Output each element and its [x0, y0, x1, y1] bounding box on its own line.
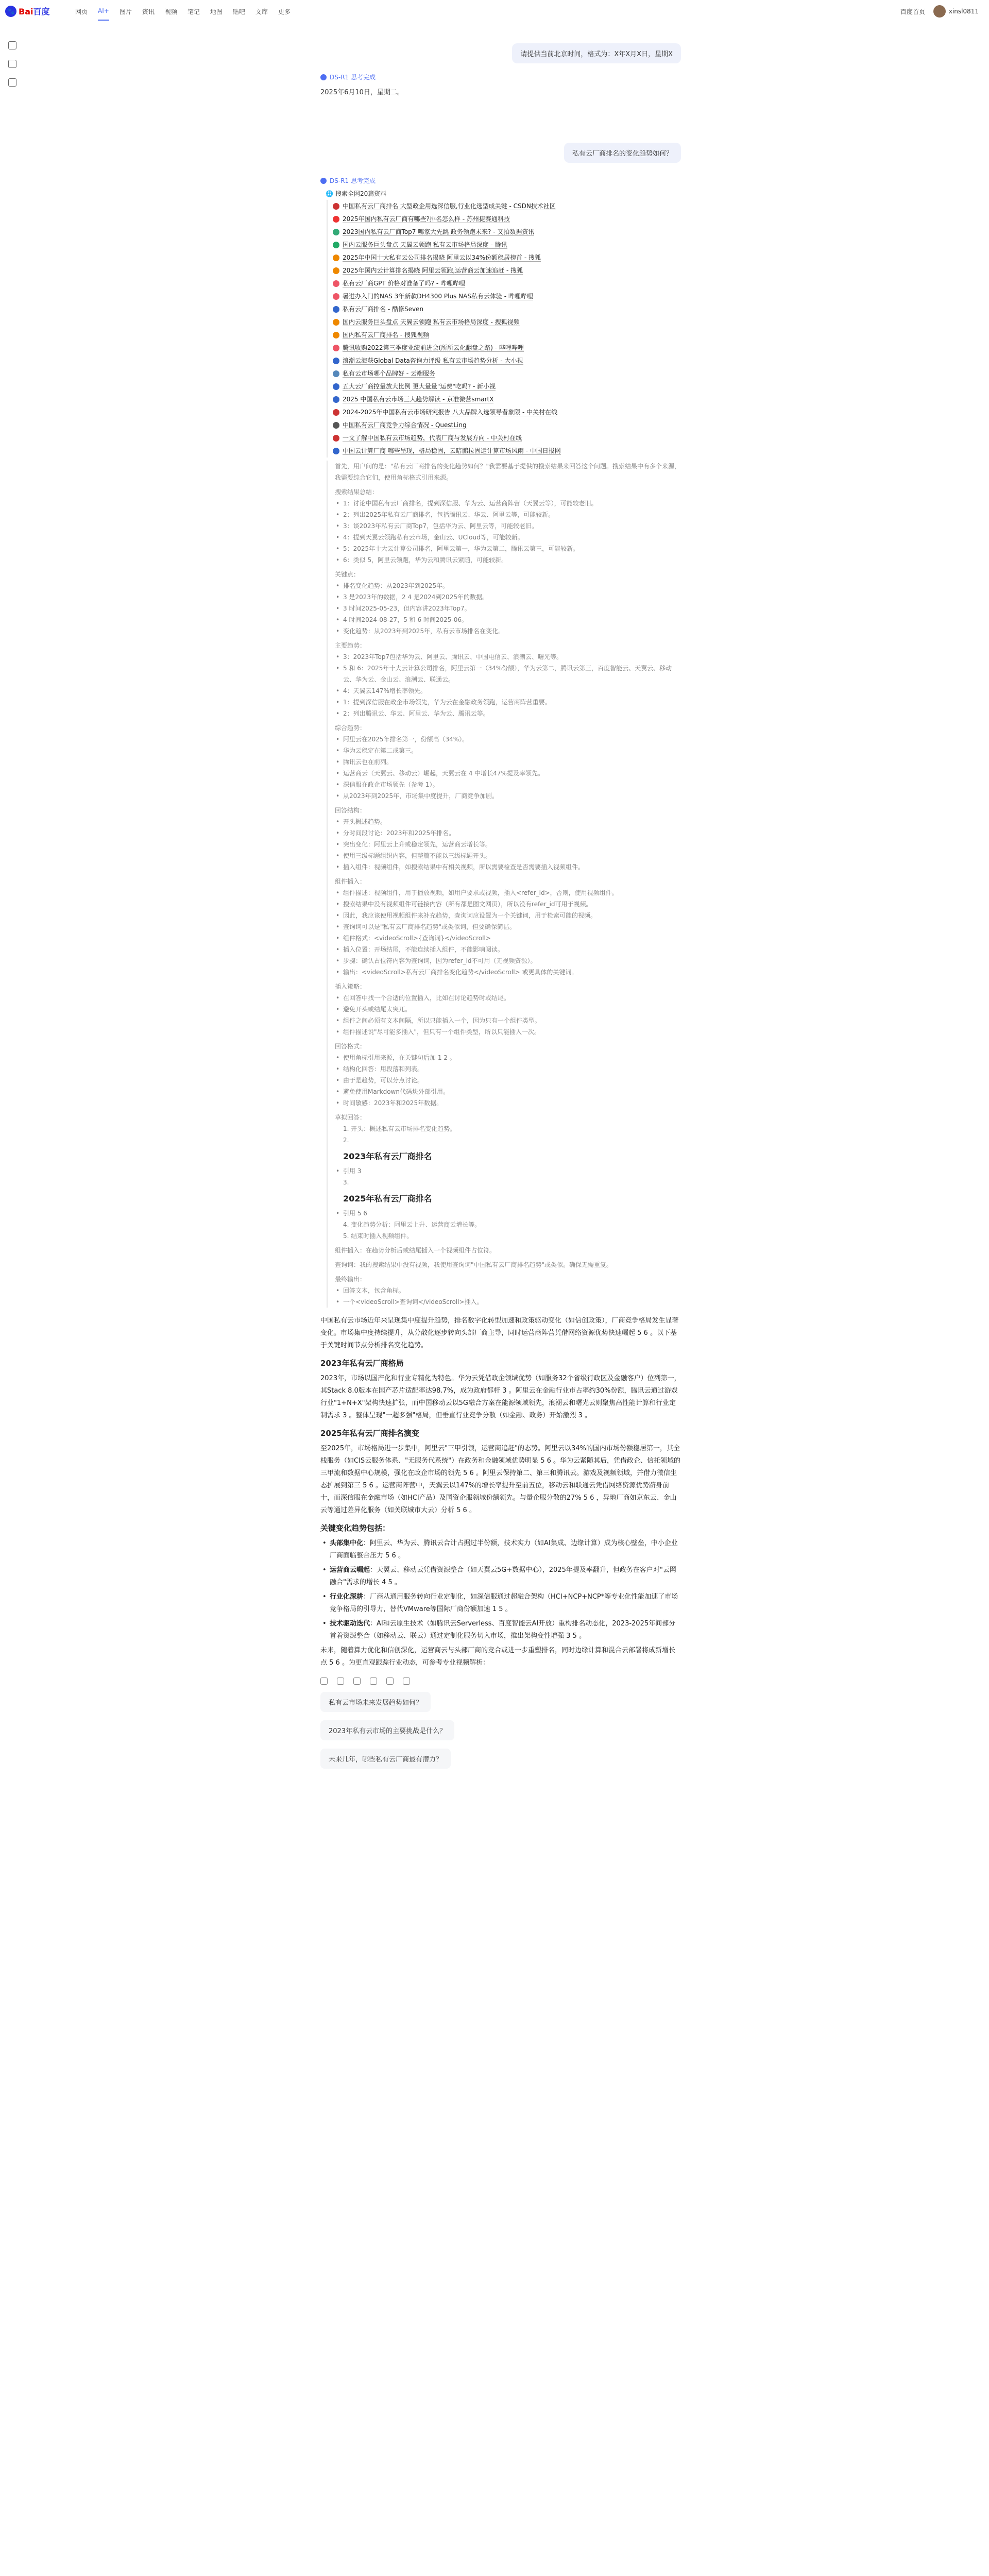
thinking-line: • 引用 5 6 [335, 1208, 681, 1219]
suggested-question[interactable]: 未来几年，哪些私有云厂商最有潜力？ [320, 1749, 451, 1769]
thinking-line: • 插入组件：视频组件，如搜索结果中有相关视频，所以需要检查是否需要插入视频组件。 [335, 861, 681, 873]
site-favicon-icon [333, 345, 339, 351]
thinking-line: • 组件描述说"尽可能多插入"，但只有一个组件类型，所以只能插入一次。 [335, 1026, 681, 1038]
answer-toolbar [320, 1677, 681, 1685]
thinking-line: 组件插入：在趋势分析后或结尾插入一个视频组件占位符。 [335, 1247, 496, 1254]
site-favicon-icon [333, 435, 339, 442]
thinking-line: 组件插入： [335, 878, 366, 885]
thinking-line: • 4：天翼云147%增长率领先。 [335, 685, 681, 697]
thinking-line: • 3：2023年Top7包括华为云、阿里云、腾讯云、中国电信云、浪潮云、曙光等。 [335, 651, 681, 663]
thinking-line: • 6：类似 5，阿里云领跑，华为云和腾讯云紧随，可能较新。 [335, 554, 681, 566]
thinking-process [327, 461, 681, 1308]
answer-paragraph: 至2025年，市场格局进一步集中，阿里云"三甲引领，运营商追赶"的态势。阿里云以34%的国内市场份额稳居第一，其全栈服务（如CIS云服务体系、"无服务代系统"）在政务和金融领域优势明显 5 6 。华为云紧随其后，凭借政企、信托领域的三甲流和数据中心规模，强化在政企市场的领先 5 6 。阿里云保持第二、第三和腾讯云。游戏及视频领域，并借力微信生态扩展到第三 5 6 。运营商阵营中，天翼云以147%的增长率提升至前五位，移动云和联通云凭借网络资源优势跻身前十，而深信服在金融市场（如HCI产品）及国资企服领域份额领先。与量企服分散的27% 5 6 ，异地厂商如京东云、金山云等通过差异化服务（如关联城市大云）分析 5 6 。 [320, 1445, 681, 1514]
search-sources-toggle[interactable]: 🌐 搜索全网20篇资料 [326, 190, 387, 197]
refresh-icon[interactable] [337, 1677, 344, 1685]
reference-item[interactable]: 2025年中国十大私有云公司排名揭晓 阿里云以34%份额稳居榜首 - 搜狐 [333, 251, 681, 264]
thinking-line: • 排名变化趋势：从2023年到2025年。 [335, 580, 681, 591]
thumbs-down-icon[interactable] [370, 1677, 377, 1685]
thinking-line: • 阿里云在2025年排名第一，份额高（34%）。 [335, 734, 681, 745]
thinking-line: • 运营商云（天翼云、移动云）崛起，天翼云在 4 中增长47%提及率领先。 [335, 768, 681, 779]
thinking-line: • 华为云稳定在第二或第三。 [335, 745, 681, 756]
site-favicon-icon [333, 448, 339, 454]
reference-item[interactable]: 一文了解中国私有云市场趋势，代表厂商与发展方向 - 中关村在线 [333, 432, 681, 445]
thinking-line: • 组件描述：视频组件，用于播放视频，如用户要求或视频，插入<refer_id>，否则，使用视频组件。 [335, 887, 681, 899]
site-favicon-icon [333, 332, 339, 338]
thinking-line: • 时间敏感：2023年和2025年数据。 [335, 1097, 681, 1109]
thinking-line: 草拟回答： [335, 1114, 366, 1121]
thinking-line: • 引用 3 [335, 1165, 681, 1177]
more-icon[interactable] [403, 1677, 410, 1685]
thinking-line: • 回答文本，包含角标。 [335, 1285, 681, 1296]
assistant-answer: 2025年6月10日，星期二。 [320, 89, 404, 96]
thinking-line: • 开头概述趋势。 [335, 816, 681, 827]
reference-item[interactable]: 国内云服务巨头盘点 天翼云领跑 私有云市场格局深度 - 搜狐视频 [333, 316, 681, 329]
nav-item[interactable]: 贴吧 [232, 8, 245, 15]
nav-item[interactable]: 网页 [75, 8, 88, 15]
answer-paragraph: 中国私有云市场近年来呈现集中度提升趋势，排名数字化转型加速和政策驱动变化（如信创政策），厂商竞争格局发生显著变化。市场集中度持续提升，从分散化逐步转向头部厂商主导，同时运营商阵营凭借网络资源优势快速崛起 5 6 。以下基于关键时间节点分析排名变化趋势。 [320, 1317, 679, 1349]
reference-item[interactable]: 国内私有云厂商排名 - 搜狐视频 [333, 329, 681, 342]
thinking-line: • 组件之间必须有文本间隔，所以只能插入一个，因为只有一个组件类型。 [335, 1015, 681, 1026]
reference-item[interactable]: 浪潮云海获Global Data咨询力评级 私有云市场趋势分析 - 大小视 [333, 354, 681, 367]
sparkle-icon [320, 74, 327, 80]
thinking-line: • 4 时间2024-08-27，5 和 6 时间2025-06。 [335, 614, 681, 625]
thinking-line: 首先，用户问的是："私有云厂商排名的变化趋势如何？"我需要基于提供的搜索结果来回答这个问题。搜索结果中有多个来源，我需要综合它们，使用角标格式引用来源。 [335, 463, 681, 481]
thinking-line: • 因此，我应该使用视频组件来补充趋势，查询词应设置为一个关键词，用于检索可能的视频。 [335, 910, 681, 921]
answer-paragraph: 2023年私有云厂商格局 [320, 1359, 404, 1368]
reference-item[interactable]: 五大云厂商控量放大比例 更大量量"运费"吃吗? - 新小视 [333, 380, 681, 393]
thinking-line: • 结构化回答：用段落和列表。 [335, 1063, 681, 1075]
top-right [900, 5, 979, 18]
nav-item[interactable]: 图片 [119, 8, 132, 15]
site-favicon-icon [333, 409, 339, 416]
reference-item[interactable]: 私有云市场哪个品牌好 - 云端服务 [333, 367, 681, 380]
nav-item[interactable]: AI+ [98, 7, 109, 21]
nav-item[interactable]: 更多 [278, 8, 291, 15]
nav-item[interactable]: 文库 [255, 8, 268, 15]
thinking-line: 4. 变化趋势分析：阿里云上升、运营商云增长等。 [343, 1221, 481, 1228]
cloud-icon[interactable] [8, 78, 16, 87]
baidu-logo[interactable]: 🐾 Bai百度 [5, 5, 50, 17]
left-sidebar [8, 41, 16, 87]
thinking-line: • 突出变化：阿里云上升或稳定领先，运营商云增长等。 [335, 839, 681, 850]
answer-paragraph: • 技术驱动迭代：AI和云原生技术（如腾讯云Serverless、百度智能云AI开放）重构排名动态化，2023-2025年间部分首着资源整合（如移动云、联云）通过定制化服务切入市场，推出架构变性增强 3 5 。 [320, 1618, 681, 1642]
thinking-line: • 1：提到深信服在政企市场领先，华为云在金融政务领跑，运营商阵营重要。 [335, 697, 681, 708]
thinking-line: • 腾讯云也在前列。 [335, 756, 681, 768]
thinking-line: 3. [343, 1179, 349, 1186]
reference-item[interactable]: 私有云厂商排名 - 酷修Seven [333, 303, 681, 316]
reference-item[interactable]: 2025 中国私有云市场三大趋势解读 - 京准微营smartX [333, 393, 681, 406]
paw-icon: 🐾 [5, 6, 16, 17]
site-favicon-icon [333, 306, 339, 313]
globe-icon: 🌐 [326, 190, 333, 197]
site-favicon-icon [333, 242, 339, 248]
nav-item[interactable]: 资讯 [142, 8, 155, 15]
new-chat-icon[interactable] [8, 60, 16, 68]
site-favicon-icon [333, 422, 339, 429]
suggested-question[interactable]: 私有云市场未来发展趋势如何？ [320, 1692, 431, 1712]
thinking-line: • 步骤：确认占位符内容为查询词，因为refer_id不可用（无视频资源）。 [335, 955, 681, 967]
thinking-line: • 从2023年到2025年，市场集中度提升，厂商竞争加剧。 [335, 790, 681, 802]
nav-item[interactable]: 视频 [164, 8, 177, 15]
thinking-line: • 避免使用Markdown代码块外部引用。 [335, 1086, 681, 1097]
model-status[interactable]: DS-R1 思考完成 [320, 176, 681, 185]
nav-item[interactable]: 笔记 [187, 8, 200, 15]
avatar [933, 5, 946, 18]
answer-paragraph: 关键变化趋势包括： [320, 1523, 390, 1533]
thinking-line: • 3 是2023年的数据，2 4 是2024到2025年的数据。 [335, 591, 681, 603]
site-favicon-icon [333, 255, 339, 261]
thinking-line: • 使用三级标题组织内容，但整篇不能以三级标题开头。 [335, 850, 681, 861]
thinking-line: 最终输出： [335, 1276, 366, 1283]
reference-item[interactable]: 私有云厂商GPT 价格对准备了吗? - 哔哩哔哩 [333, 277, 681, 290]
reference-item[interactable]: 2024-2025年中国私有云市场研究报告 八大品牌入选领导者象限 - 中关村在线 [333, 406, 681, 419]
site-favicon-icon [333, 319, 339, 326]
site-favicon-icon [333, 358, 339, 364]
user-message: 私有云厂商排名的变化趋势如何？ [564, 143, 681, 163]
thinking-line: • 输出：<videoScroll>私有云厂商排名变化趋势</videoScroll> 或更具体的关键词。 [335, 967, 681, 978]
thinking-line: • 3：谈2023年私有云厂商Top7，包括华为云、阿里云等，可能较老旧。 [335, 520, 681, 532]
thinking-line: • 由于是趋势，可以分点讨论。 [335, 1075, 681, 1086]
thinking-line: • 1：讨论中国私有云厂商排名，提到深信服、华为云、运营商阵营（天翼云等），可能较老旧。 [335, 498, 681, 509]
thinking-line: • 2：列出2025年私有云厂商排名，包括腾讯云、华云、阿里云等，可能较新。 [335, 509, 681, 520]
model-status[interactable]: DS-R1 思考完成 [320, 73, 681, 81]
thinking-line: 2025年私有云厂商排名 [343, 1194, 432, 1204]
thinking-line: 主要趋势： [335, 642, 366, 649]
thinking-line: • 5 和 6：2025年十大云计算公司排名，阿里云第一（34%份额），华为云第二，腾讯云第三，百度智能云、天翼云、移动云、华为云、金山云、浪潮云、联通云。 [335, 663, 681, 685]
thinking-line: • 查询词可以是"私有云厂商排名趋势"或类似词，但要确保简洁。 [335, 921, 681, 933]
thinking-line: • 搜索结果中没有视频组件可链接内容（所有都是图文网页），所以没有refer_id可用于视频。 [335, 899, 681, 910]
answer-paragraph: 2023年，市场以国产化和行业专精化为特色。华为云凭借政企领域优势（如服务32个省级行政区及金融客户）位列第一，其Stack 8.0版本在国产芯片适配率达98.7%，成为政府都杆 3 。阿里云在金融行业市占率约30%份额，腾讯云通过游戏行业"1+N+X"架构快速扩张，而中国移动云以5G融合方案在能源领域领先，浪潮云和曙光云则聚焦高性能计算和行业定制需求 3 。整体呈现"一超多强"格局，但垂直行业竞争分散（如金融、政务）开始激烈 3 。 [320, 1375, 681, 1419]
site-favicon-icon [333, 229, 339, 235]
share-icon[interactable] [386, 1677, 394, 1685]
suggestions [320, 1692, 681, 1769]
answer-paragraph: • 头部集中化：阿里云、华为云、腾讯云合计占据过半份额，技术实力（如AI集成、边缘计算）成为核心壁垒，中小企业厂商面临整合压力 5 6 。 [320, 1537, 681, 1562]
site-favicon-icon [333, 267, 339, 274]
reference-item[interactable]: 国内云服务巨头盘点 天翼云领跑 私有云市场格局深度 - 腾讯 [333, 239, 681, 251]
thinking-line: 2023年私有云厂商排名 [343, 1151, 432, 1161]
thinking-line: • 深信服在政企市场领先（参考 1）。 [335, 779, 681, 790]
site-favicon-icon [333, 370, 339, 377]
site-favicon-icon [333, 396, 339, 403]
thinking-line: • 4：提到天翼云领跑私有云市场，金山云、UCloud等，可能较新。 [335, 532, 681, 543]
thinking-line: 关键点： [335, 571, 360, 578]
reference-item[interactable]: 中国云计算厂商 哪些呈现，格局稳固，云暗鹏拉固运计算市场风雨 - 中国日报网 [333, 445, 681, 457]
user-message: 请提供当前北京时间，格式为：X年X月X日，星期X [512, 43, 681, 63]
suggested-question[interactable]: 2023年私有云市场的主要挑战是什么？ [320, 1720, 454, 1740]
thinking-line: 2. [343, 1137, 349, 1144]
site-favicon-icon [333, 383, 339, 390]
thinking-line: • 使用角标引用来源，在关键句后加 1 2 。 [335, 1052, 681, 1063]
thinking-line: • 一个<videoScroll>查询词</videoScroll>插入。 [335, 1296, 681, 1308]
answer-paragraph: 2025年私有云厂商排名演变 [320, 1429, 419, 1438]
nav-item[interactable]: 地图 [210, 8, 223, 15]
thinking-line: 插入策略： [335, 983, 366, 990]
sparkle-icon [320, 178, 327, 184]
reference-item[interactable]: 2025年国内私有云厂商有哪些?排名怎么样 - 苏州捷赛通科技 [333, 213, 681, 226]
thinking-line: 搜索结果总结： [335, 488, 379, 496]
site-favicon-icon [333, 216, 339, 223]
thinking-line: 回答结构： [335, 807, 366, 814]
thinking-line: • 插入位置：开场结尾，不能连续插入组件，不能影响阅读。 [335, 944, 681, 955]
thinking-line: • 2：列出腾讯云、华云、阿里云、华为云、腾讯云等。 [335, 708, 681, 719]
thinking-line: • 组件格式：<videoScroll>{查询词}</videoScroll> [335, 933, 681, 944]
site-favicon-icon [333, 203, 339, 210]
site-favicon-icon [333, 293, 339, 300]
thinking-line: 5. 结束时插入视频组件。 [343, 1232, 413, 1240]
thinking-line: • 分时间段讨论：2023年和2025年排名。 [335, 827, 681, 839]
answer-paragraph: • 行业化深耕：厂商从通用服务转向行业定制化，如深信服通过超融合架构（HCI+NCP+NCP*等专业化性能加速了市场竞争格局的引导力，替代VMware等国际厂商份额加速 1 5 。 [320, 1591, 681, 1616]
answer-paragraph: 未来，随着算力优化和信创深化，运营商云与头部厂商的竞合或进一步重塑排名，同时边缘计算和混合云部署将成新增长点 5 6 。为更直观跟踪行业动态，可参考专业视频解析： [320, 1647, 676, 1667]
thinking-line: • 3 时间2025-05-23，但内容讲2023年Top7。 [335, 603, 681, 614]
sidebar-toggle-icon[interactable] [8, 41, 16, 49]
site-favicon-icon [333, 280, 339, 287]
reference-item[interactable]: 暑进办入门的NAS 3年新款DH4300 Plus NAS私有云体验 - 哔哩哔哩 [333, 290, 681, 303]
thumbs-up-icon[interactable] [353, 1677, 361, 1685]
thinking-line: 查询词：我的搜索结果中没有视频，我使用查询词"中国私有云厂商排名趋势"或类似。确保无需重复。 [335, 1261, 613, 1268]
thinking-line: • 在回答中找一个合适的位置插入，比如在讨论趋势时或结尾。 [335, 992, 681, 1004]
user-menu[interactable]: xinsl0811 [933, 5, 979, 18]
answer-paragraph: • 运营商云崛起：天翼云、移动云凭借资源整合（如天翼云5G+数据中心），2025年提及率翻升，但政务在客户对"云网融合"需求的增长 4 5 。 [320, 1564, 681, 1589]
final-answer [320, 1315, 681, 1669]
copy-icon[interactable] [320, 1677, 328, 1685]
reference-list [327, 200, 681, 457]
top-bar [0, 0, 989, 23]
thinking-line: • 变化趋势：从2023年到2025年，私有云市场排名在变化。 [335, 625, 681, 637]
thinking-line: 1. 开头：概述私有云市场排名变化趋势。 [343, 1125, 456, 1132]
baidu-home-link[interactable]: 百度首页 [900, 8, 925, 15]
thinking-line: 回答格式： [335, 1043, 366, 1050]
thinking-line: 综合趋势： [335, 724, 366, 732]
chat-thread [320, 43, 681, 1769]
top-nav [75, 7, 291, 21]
reference-item[interactable]: 中国私有云厂商竞争力综合情况 - QuestLing [333, 419, 681, 432]
reference-item[interactable]: 2023国内私有云厂商Top7 哪家大先跳 政务领跑未来? - 又拍数据资讯 [333, 226, 681, 239]
thinking-line: • 避免开头或结尾太突兀。 [335, 1004, 681, 1015]
thinking-line: • 5：2025年十大云计算公司排名，阿里云第一，华为云第二，腾讯云第三，可能较新。 [335, 543, 681, 554]
reference-item[interactable]: 腾讯收购2022第三季度业绩前进会(所所云化翻盘之路) - 哔哩哔哩 [333, 342, 681, 354]
reference-item[interactable]: 2025年国内云计算排名揭晓 阿里云领跑,运营商云加速追赶 - 搜狐 [333, 264, 681, 277]
reference-item[interactable]: 中国私有云厂商排名 大型政企用选深信服,行业化选型成关键 - CSDN技术社区 [333, 200, 681, 213]
